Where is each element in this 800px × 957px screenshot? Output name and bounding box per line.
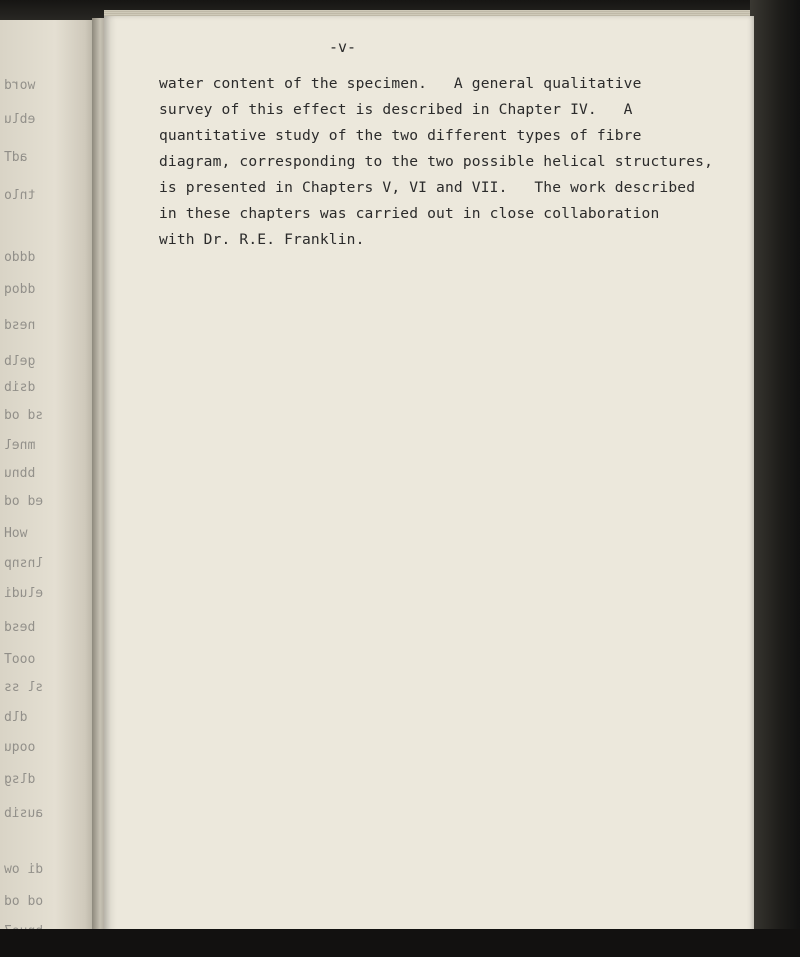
facing-page-text: eblu [4,112,36,127]
paragraph-line: quantitative study of the two different types of fibre [159,127,642,144]
facing-page-text: dlsg [4,772,36,787]
facing-page-text: di ow [4,862,44,877]
paragraph-line: with Dr. R.E. Franklin. [159,231,365,248]
body-paragraph [159,71,749,253]
facing-page-text: tnlo [4,188,36,203]
facing-page-text: sl ss [4,680,44,695]
facing-page-text: word [4,78,36,93]
facing-page-text: od od [4,894,44,909]
facing-page-text: dlb [4,710,28,725]
page-number: -v- [329,38,357,56]
paragraph-line: in these chapters was carried out in close collaboration [159,205,660,222]
background-bottom [0,929,800,957]
facing-page-text: woH [4,526,28,541]
paragraph-line: is presented in Chapters V, VI and VII. The work described [159,179,696,196]
facing-page-text: nesd [4,318,36,333]
facing-page-text: ooqu [4,740,36,755]
facing-page-text: eludi [4,586,44,601]
facing-page-text: oooT [4,652,36,667]
facing-page-text: dsib [4,380,36,395]
paragraph-line: diagram, corresponding to the two possible helical structures, [159,153,714,170]
facing-page-text: ddoq [4,282,36,297]
background-right [750,0,800,957]
facing-page-text: bbnu [4,466,36,481]
paragraph-line: survey of this effect is described in Chapter IV. A [159,101,633,118]
facing-page-text: besd [4,620,36,635]
facing-page-text: mnel [4,438,36,453]
facing-page-text: gelb [4,354,36,369]
facing-page-text: lnsnp [4,556,44,571]
facing-page-text: dddo [4,250,36,265]
facing-page-text: ausib [4,806,44,821]
facing-page-text: sd od [4,408,44,423]
facing-page [0,20,100,940]
paragraph-line: water content of the specimen. A general qualitative [159,75,642,92]
facing-page-text: ed od [4,494,44,509]
facing-page-text: adT [4,150,28,165]
